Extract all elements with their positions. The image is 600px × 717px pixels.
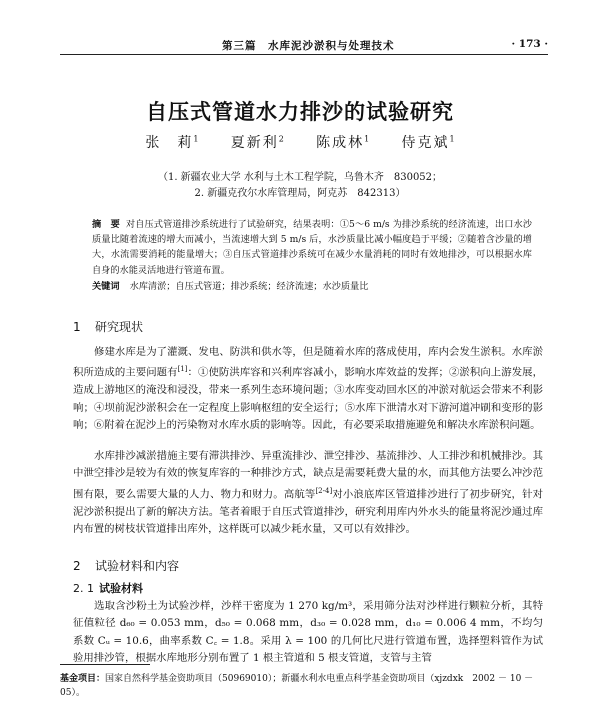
subsection-heading: 2. 1 试验材料 — [73, 582, 143, 595]
abstract — [92, 217, 532, 278]
keywords-label: 关键词 — [92, 281, 120, 292]
running-header — [60, 38, 548, 55]
section-heading-2: 2 试验材料和内容 — [73, 559, 180, 573]
citation: [2-4] — [315, 486, 333, 495]
keywords — [92, 278, 532, 292]
footnote-text: 国家自然科学基金资助项目（50969010）；新疆水利水电重点科学基金资助项目（xjzdxk 2002 － 10 － 05）。 — [60, 674, 534, 698]
footnote — [60, 672, 540, 700]
author: 侍克斌$^1$ — [401, 134, 455, 151]
author: 陈成林$^1$ — [316, 134, 370, 151]
section-heading-1: 1 研究现状 — [73, 320, 144, 334]
citation: [1] — [177, 365, 188, 374]
author: 夏新利$^2$ — [230, 134, 284, 151]
abstract-label: 摘 要 — [92, 219, 120, 230]
keywords-text: 水库清淤；自压式管道；排沙系统；经济流速；水沙质量比 — [129, 281, 369, 292]
author-list — [0, 132, 600, 152]
paper-title: 自压式管道水力排沙的试验研究 — [146, 100, 454, 124]
page-number: · 173 · — [511, 38, 548, 50]
footnote-divider — [60, 664, 150, 665]
paragraph: 选取含沙粉土为试验沙样，沙样干密度为 1 270 kg/m³，采用筛分法对沙样进行颗粒分析，其特征值粒径 d₆₀ = 0.053 mm，d₅₀ = 0.068 mm，d₃₀ = 0.028 mm，d₁₀ = 0.006 4 mm，不均匀系数 Cᵤ = 10.6，曲率系数 C꜀ = 1.8。采用 λ = 100 的几何比尺进行管道布置，选择塑料管作为试验用排沙管，根据水库地形分别布置了 1 根主管道和 5 根支管道，支管与主管 — [73, 600, 543, 665]
paragraph: 水库排沙减淤措施主要有滞洪排沙、异重流排沙、泄空排沙、基流排沙、人工排沙和机械排沙。其中泄空排沙是较为有效的恢复库容的一种排沙方式，缺点是需要耗费大量的水，而其他方法要么冲沙范围有限，要么需要大量的人力、物力和财力。高航等[2-4]对小浪底库区管道排沙进行了初步研究，针对泥沙淤积提出了新的解决方法。笔者着眼于自压式管道排沙，研究利用库内外水头的能量将泥沙通过库内布置的树枝状管道排出库外，这样既可以减少耗水量，又可以有效排沙。 — [73, 450, 544, 536]
running-header-section: 第三篇 水库泥沙淤积与处理技术 — [222, 40, 395, 52]
affiliation-line-2: 2. 新疆克孜尔水库管理局，阿克苏 842313） — [194, 188, 406, 199]
footnote-label: 基金项目： — [60, 674, 106, 684]
author: 张 莉$^1$ — [145, 134, 199, 151]
affiliation-line-1: （1. 新疆农业大学 水利与土木工程学院，乌鲁木齐 830052； — [157, 172, 443, 183]
abstract-text: 对自压式管道排沙系统进行了试验研究，结果表明：①5～6 m/s 为排沙系统的经济流速，出口水沙质量比随着流速的增大而减小，当流速增大到 5 m/s 后，水沙质量比减小幅度趋于平缓；②随着含沙量的增大，水流需要消耗的能量增大；③自压式管道排沙系统可在减少水量消耗的同时有效地排沙，可以根据水库自身的水能灵活地进行管道布置。 — [92, 219, 532, 276]
paragraph: 修建水库是为了灌溉、发电、防洪和供水等，但是随着水库的落成使用，库内会发生淤积。水库淤积所造成的主要问题有[1]：①使防洪库容和兴利库容减小，影响水库效益的发挥；②淤积向上游发展，造成上游地区的淹没和浸没，带来一系列生态环境问题；③水库变动回水区的冲淤对航运会带来不利影响；④坝前泥沙淤积会在一定程度上影响枢纽的安全运行；⑤水库下泄清水对下游河道冲刷和变形的影响；⑥附着在泥沙上的污染物对水库水质的影响等。因此，有必要采取措施避免和解决水库淤积问题。 — [73, 346, 543, 432]
